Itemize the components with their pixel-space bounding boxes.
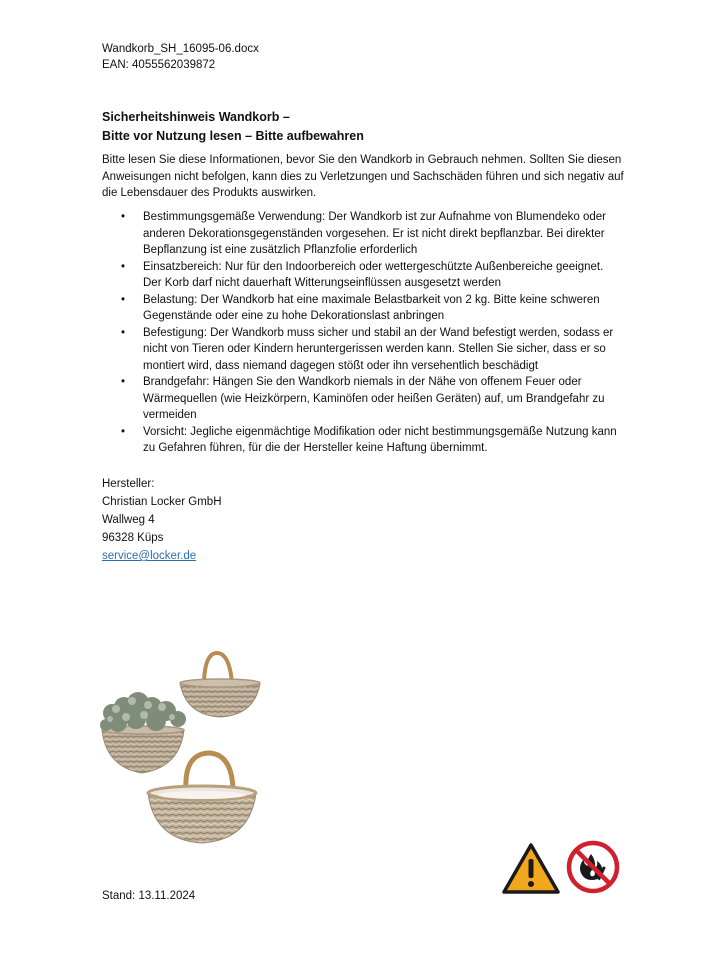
manufacturer-street: Wallweg 4 <box>102 514 155 526</box>
list-item-text: Bestimmungsgemäße Verwendung: Der Wandkorb ist zur Aufnahme von Blumendeko oder anderen Dekorationsgegenständen vorgesehen. Er ist nicht direkt bepflanzbar. Bei direkter Bepflanzung ist eine zusätzlich Pflanzfolie erforderlich <box>143 211 607 256</box>
bullet-icon: • <box>121 425 126 438</box>
list-item <box>102 292 624 325</box>
list-item <box>102 374 624 424</box>
manufacturer-block <box>102 475 222 565</box>
small-basket <box>180 653 260 717</box>
email-link[interactable]: service@locker.de <box>102 550 197 562</box>
bullet-icon: • <box>121 376 126 388</box>
list-item <box>102 209 624 259</box>
bullet-icon: • <box>121 326 126 339</box>
intro-paragraph: Bitte lesen Sie diese Informationen, bevor Sie den Wandkorb in Gebrauch nehmen. Sollten Sie diesen Anweisungen nicht befolgen, kann dies zu Verletzungen und Sachschäden führen und sich negativ auf die Lebensdauer des Produkts auswirken. <box>102 154 624 199</box>
title-line-2: Bitte vor Nutzung lesen – Bitte aufbewahren <box>102 129 364 143</box>
bullet-icon: • <box>121 293 126 306</box>
title-line-1: Sicherheitshinweis Wandkorb – <box>102 110 290 124</box>
ean-code: EAN: 4055562039872 <box>102 59 216 71</box>
manufacturer-company: Christian Locker GmbH <box>102 496 222 508</box>
manufacturer-city: 96328 Küps <box>102 532 164 544</box>
list-item-text: Vorsicht: Jegliche eigenmächtige Modifikation oder nicht bestimmungsgemäße Nutzung kann zu Gefahren führen, für die der Hersteller keine Haftung übernimmt. <box>143 425 617 454</box>
file-name: Wandkorb_SH_16095-06.docx <box>102 43 259 55</box>
bullet-icon: • <box>121 211 126 223</box>
list-item-text: Brandgefahr: Hängen Sie den Wandkorb niemals in der Nähe von offenem Feuer oder Wärmequellen (wie Heizkörpern, Kaminöfen oder heißen Geräten) auf, um Brandgefahr zu vermeiden <box>143 376 605 421</box>
manufacturer-label: Hersteller: <box>102 478 155 490</box>
no-open-flame-icon <box>566 840 620 894</box>
list-item <box>102 424 624 457</box>
list-item-text: Belastung: Der Wandkorb hat eine maximale Belastbarkeit von 2 kg. Bitte keine schweren Gegenstände oder eine zu hohe Dekorationslast anbringen <box>143 293 600 322</box>
document-header <box>102 41 259 73</box>
safety-list <box>102 209 624 457</box>
list-item <box>102 325 624 375</box>
list-item-text: Einsatzbereich: Nur für den Indoorbereich oder wettergeschützte Außenbereiche geeignet. Der Korb darf nicht dauerhaft Witterungseinflüssen ausgesetzt werden <box>143 260 604 289</box>
page-title <box>102 108 364 146</box>
list-item <box>102 259 624 292</box>
large-basket <box>148 753 256 843</box>
warning-triangle-icon <box>502 843 560 895</box>
revision-date: Stand: 13.11.2024 <box>102 890 196 902</box>
bullet-icon: • <box>121 260 126 273</box>
wall-basket-image <box>92 645 262 845</box>
planted-basket <box>100 692 186 773</box>
list-item-text: Befestigung: Der Wandkorb muss sicher und stabil an der Wand befestigt werden, sodass er nicht von Tieren oder Kindern heruntergerissen werden kann. Stellen Sie sicher, dass er so montiert wird, dass niemand dagegen stößt oder ihn versehentlich beschädigt <box>143 326 614 372</box>
